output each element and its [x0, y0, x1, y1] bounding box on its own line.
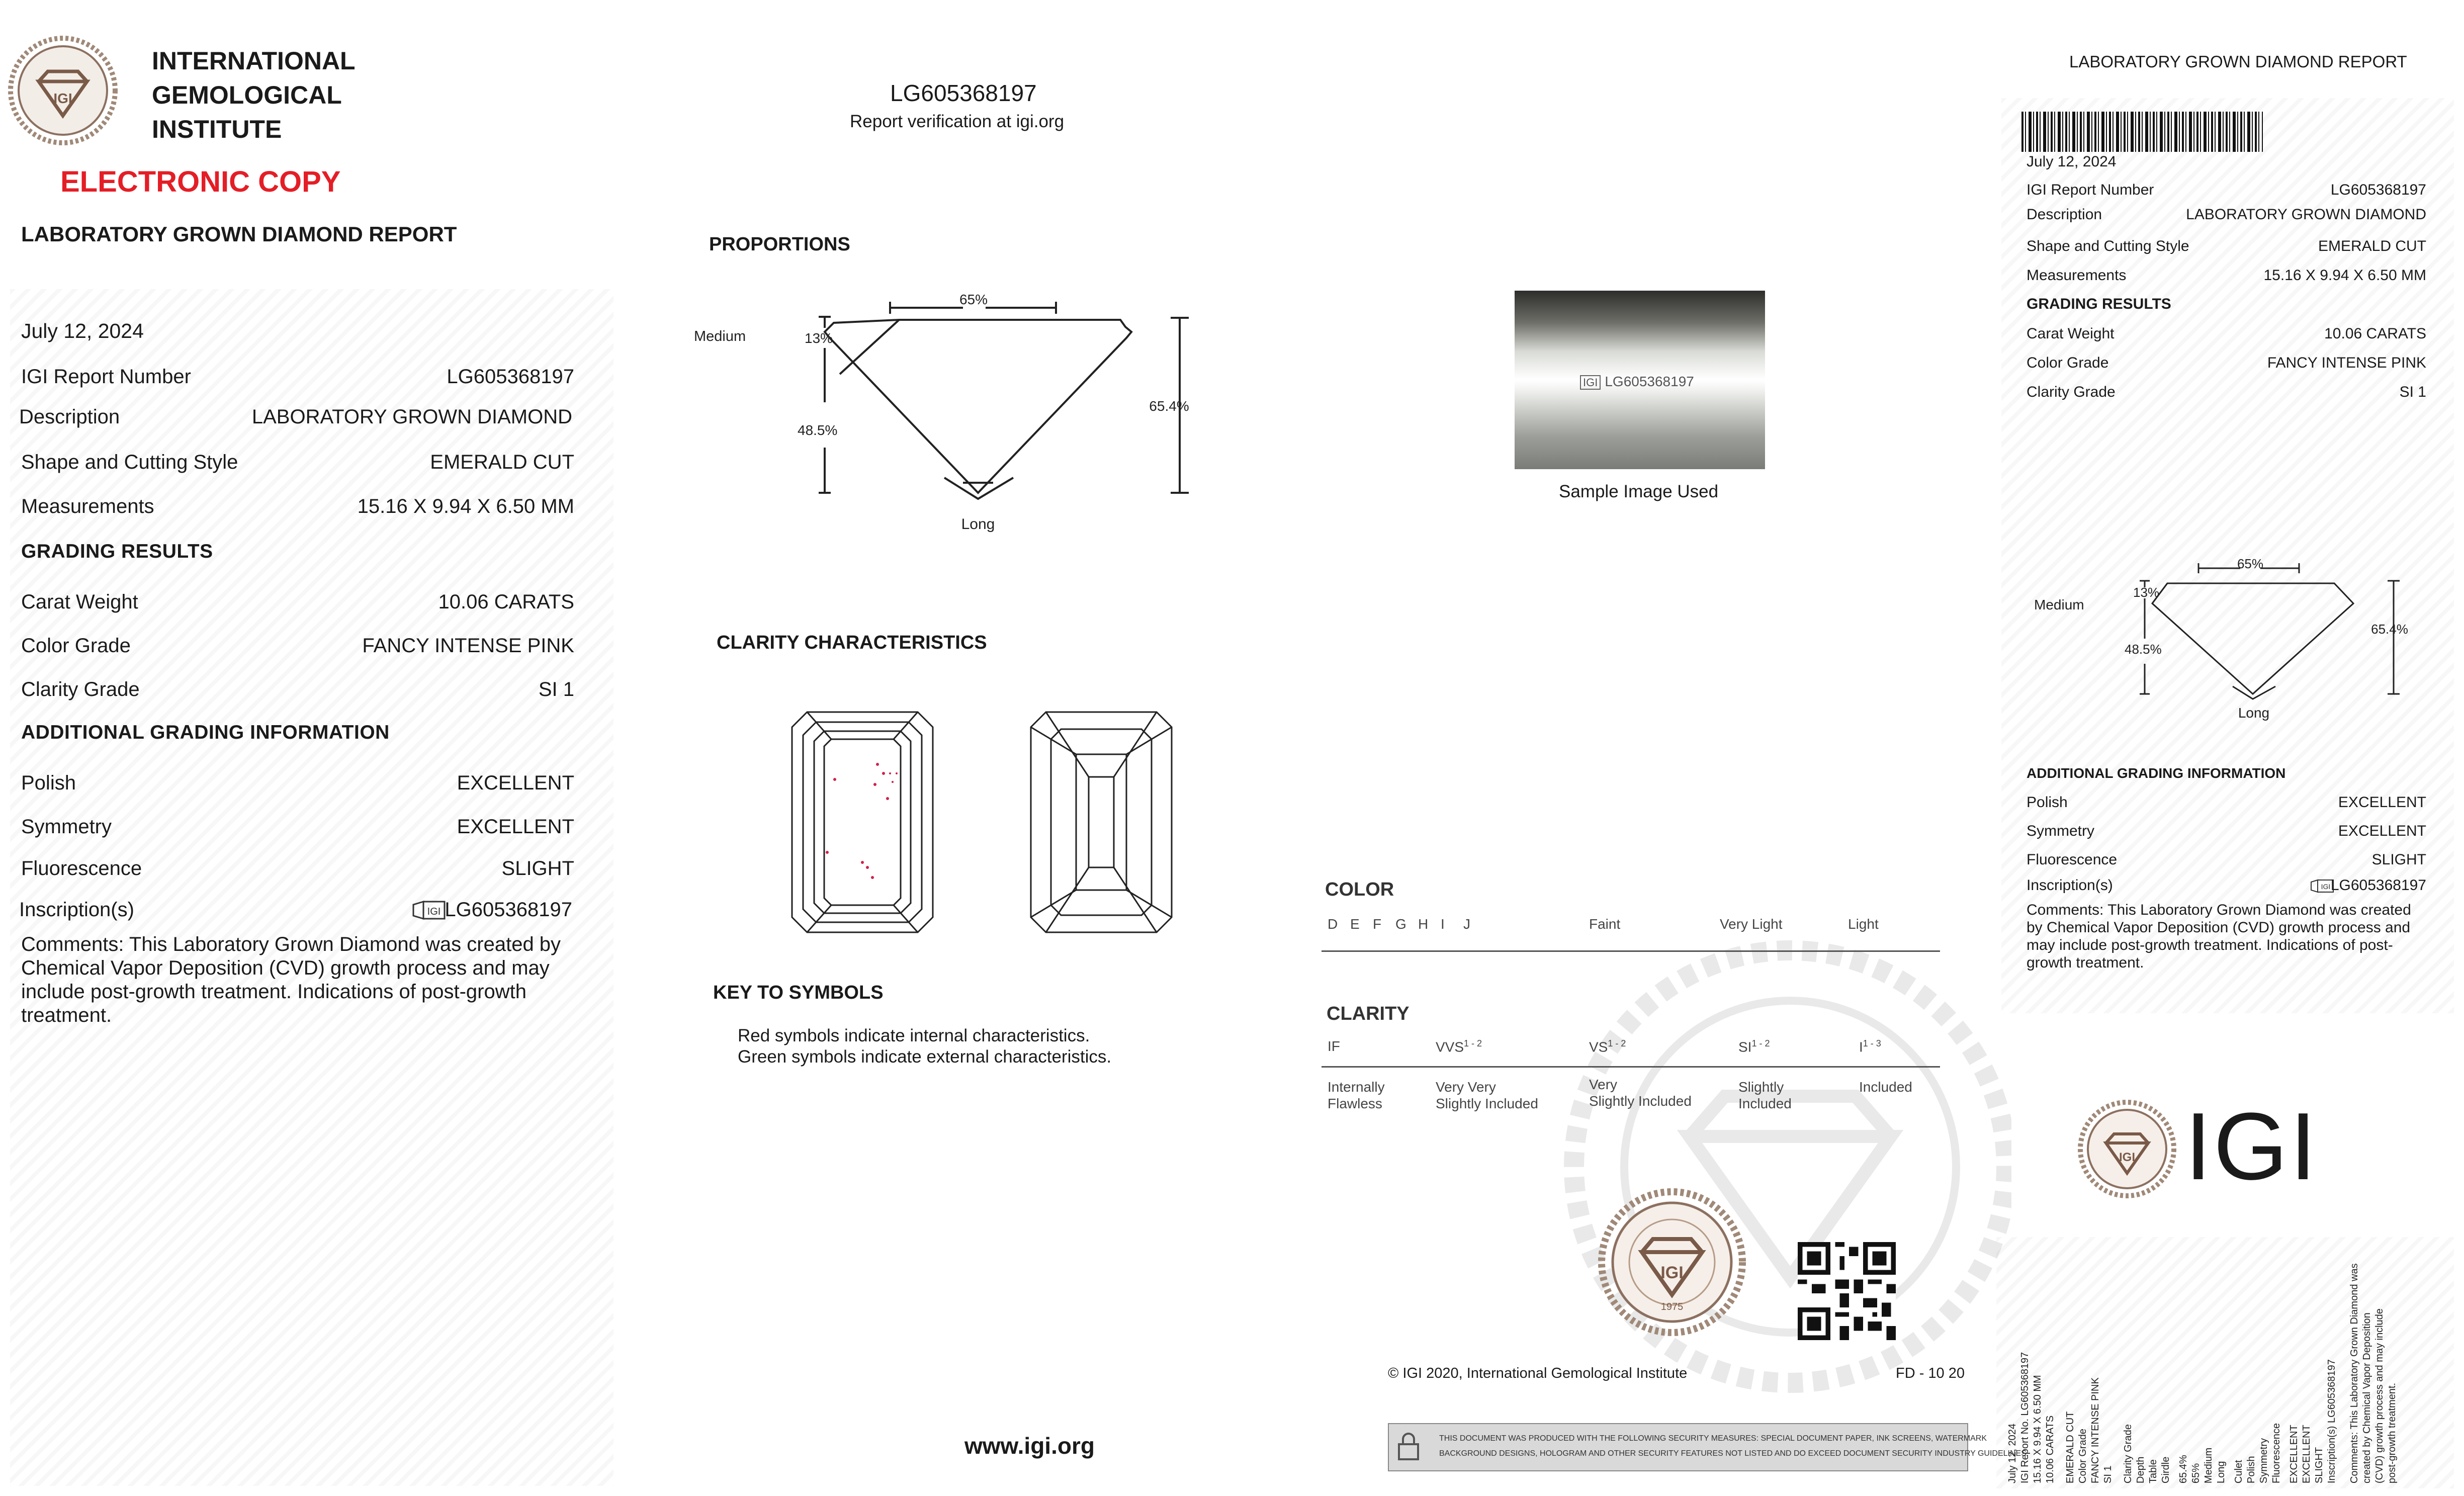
svg-text:IGI: IGI: [427, 906, 441, 917]
svg-text:IGI: IGI: [1660, 1263, 1684, 1282]
security-notice-line2: BACKGROUND DESIGNS, HOLOGRAM AND OTHER SECURITY FEATURES NOT LISTED AND DO EXCEED DOCUMENT SECURITY INDUSTRY GUIDELINES.: [1439, 1449, 2029, 1458]
svg-text:IGI: IGI: [2119, 1151, 2136, 1164]
electronic-copy-label: ELECTRONIC COPY: [60, 165, 341, 198]
left-row-symmetry: Symmetry EXCELLENT: [21, 816, 574, 838]
report-stub-rotated: [2006, 1242, 2449, 1488]
prop-table-label: 65%: [959, 292, 988, 307]
stub-col7: Comments: This Laboratory Grown Diamond was created by Chemical Vapor Deposition (CVD) growth process and may include post-growth treatment.: [2349, 1263, 2398, 1483]
left-date: July 12, 2024: [21, 319, 144, 342]
prop-crown-label: 13%: [805, 330, 833, 346]
left-row-report-number: IGI Report Number LG605368197: [21, 366, 574, 388]
sample-inscription-logo-icon: IGI: [1580, 375, 1601, 390]
right-report-title: LABORATORY GROWN DIAMOND REPORT: [2069, 52, 2407, 71]
color-scale-title: COLOR: [1325, 879, 1394, 900]
prop-pavilion-label: 48.5%: [798, 422, 838, 438]
clarity-code-i: $I^{1 - 3}$: [1859, 1038, 1881, 1055]
left-row-carat: Carat Weight 10.06 CARATS: [21, 591, 574, 613]
svg-text:IGI: IGI: [53, 91, 72, 106]
clarity-code-vs: VS$^{1 - 2}$: [1589, 1038, 1626, 1055]
right-prop-depth-label: 65.4%: [2371, 622, 2408, 637]
right-additional: [2027, 765, 2429, 977]
clarity-desc-vs: Very Slightly Included: [1589, 1077, 1692, 1109]
color-grade-j: J: [1463, 916, 1470, 932]
left-details: [21, 319, 579, 1043]
right-prop-crown-label: 13%: [2133, 585, 2160, 600]
clarity-plot-pavilion: [1026, 709, 1177, 935]
left-row-clarity: Clarity Grade SI 1: [21, 678, 574, 700]
additional-info-title: ADDITIONAL GRADING INFORMATION: [21, 722, 390, 743]
clarity-code-vvs: VVS$^{1 - 2}$: [1436, 1038, 1482, 1055]
prop-culet-label: Long: [961, 516, 995, 533]
clarity-desc-if: Internally Flawless: [1328, 1079, 1385, 1111]
color-grade-g: G: [1395, 916, 1406, 932]
sample-image: [1515, 291, 1765, 469]
right-grading-title: GRADING RESULTS: [2027, 296, 2171, 312]
stub-col3: Clarity Grade Depth Table Girdle: [2123, 1424, 2171, 1483]
clarity-desc-si: Slightly Included: [1738, 1079, 1792, 1111]
right-date: July 12, 2024: [2027, 153, 2117, 170]
sample-image-caption: Sample Image Used: [1559, 482, 1719, 501]
org-name-line2: GEMOLOGICAL: [152, 81, 342, 109]
grading-results-title: GRADING RESULTS: [21, 541, 213, 562]
right-row-report-number: IGI Report Number LG605368197: [2027, 182, 2426, 198]
left-row-shape: Shape and Cutting Style EMERALD CUT: [21, 451, 574, 473]
left-row-polish: Polish EXCELLENT: [21, 772, 574, 794]
right-row-description: Description LABORATORY GROWN DIAMOND: [2027, 206, 2426, 223]
color-scale: [1328, 916, 1941, 951]
prop-depth-label: 65.4%: [1149, 398, 1189, 414]
right-prop-table-label: 65%: [2237, 556, 2264, 571]
right-row-measurements: Measurements 15.16 X 9.94 X 6.50 MM: [2027, 267, 2426, 284]
form-code: FD - 10 20: [1896, 1365, 1965, 1381]
left-row-description: Description LABORATORY GROWN DIAMOND: [19, 406, 572, 428]
sample-image-inscription: IGI LG605368197: [1580, 374, 1694, 390]
right-igi-seal: [2077, 1099, 2177, 1199]
key-to-symbols-title: KEY TO SYMBOLS: [713, 982, 884, 1003]
igi-brand-wordmark: IGI: [2185, 1093, 2319, 1200]
right-prop-pavilion-label: 48.5%: [2125, 642, 2162, 657]
right-row-clarity: Clarity Grade SI 1: [2027, 384, 2426, 400]
right-row-shape: Shape and Cutting Style EMERALD CUT: [2027, 238, 2426, 254]
barcode: [2021, 112, 2263, 152]
svg-text:IGI: IGI: [2321, 883, 2331, 891]
security-notice-box: [1388, 1423, 2029, 1471]
right-row-color: Color Grade FANCY INTENSE PINK: [2027, 355, 2426, 371]
report-number-header: LG605368197: [890, 80, 1037, 106]
org-name-line3: INSTITUTE: [152, 115, 282, 143]
website-label: www.igi.org: [964, 1433, 1095, 1459]
clarity-desc-i: Included: [1859, 1079, 1912, 1095]
left-row-measurements: Measurements 15.16 X 9.94 X 6.50 MM: [21, 495, 574, 517]
left-row-color: Color Grade FANCY INTENSE PINK: [21, 635, 574, 657]
color-grade-h: H: [1418, 916, 1429, 932]
right-row-polish: Polish EXCELLENT: [2027, 794, 2426, 811]
key-line-green: Green symbols indicate external characteristics.: [738, 1047, 1112, 1067]
color-grade-d: D: [1328, 916, 1338, 932]
color-grade-light: Light: [1848, 916, 1879, 932]
left-row-fluorescence: Fluorescence SLIGHT: [21, 857, 574, 879]
right-prop-culet-label: Long: [2238, 705, 2270, 721]
prop-girdle-label: Medium: [694, 328, 746, 344]
copyright-text: © IGI 2020, International Gemological Institute: [1388, 1365, 1688, 1381]
clarity-plot-crown: [787, 709, 938, 935]
stub-col6: EXCELLENT EXCELLENT SLIGHT Inscription(s) LG605368197: [2289, 1359, 2337, 1483]
color-grade-i: I: [1441, 916, 1445, 932]
clarity-code-si: SI$^{1 - 2}$: [1738, 1038, 1770, 1055]
seal-watermark: [1559, 885, 2011, 1478]
clarity-characteristics-title: CLARITY CHARACTERISTICS: [717, 632, 987, 653]
inscription-logo-icon: [411, 900, 447, 921]
right-prop-girdle-label: Medium: [2034, 597, 2084, 612]
left-comments: Comments: This Laboratory Grown Diamond was created by Chemical Vapor Deposition (CVD) growth process and may include post-growth treatment. Indications of post-growth treatment.: [21, 933, 561, 1026]
key-line-red: Red symbols indicate internal characteristics.: [738, 1026, 1090, 1045]
clarity-scale-title: CLARITY: [1327, 1003, 1410, 1024]
right-additional-title: ADDITIONAL GRADING INFORMATION: [2027, 765, 2286, 781]
org-name-line1: INTERNATIONAL: [152, 47, 356, 75]
color-grade-very-light: Very Light: [1720, 916, 1783, 932]
right-row-carat: Carat Weight 10.06 CARATS: [2027, 325, 2426, 342]
left-row-inscription: Inscription(s) IGI LG605368197: [19, 899, 572, 921]
igi-seal-large: [1597, 1187, 1747, 1338]
color-grade-e: E: [1350, 916, 1360, 932]
clarity-code-if: IF: [1328, 1038, 1340, 1054]
security-notice-line1: THIS DOCUMENT WAS PRODUCED WITH THE FOLLOWING SECURITY MEASURES: SPECIAL DOCUMENT PAPER, INK SCREENS, WATERMARK: [1439, 1434, 1987, 1443]
qr-code: [1798, 1242, 1896, 1340]
igi-seal-logo: [8, 35, 118, 146]
clarity-scale: [1328, 1033, 1941, 1119]
color-scale-rule: [1322, 950, 1940, 952]
stub-col5: Culet Polish Symmetry Fluorescence: [2233, 1423, 2282, 1483]
right-row-fluorescence: Fluorescence SLIGHT: [2027, 851, 2426, 868]
color-grade-f: F: [1373, 916, 1382, 932]
color-grade-faint: Faint: [1589, 916, 1621, 932]
right-proportions-diagram: [2021, 553, 2419, 734]
report-stub: [2006, 1242, 2449, 1488]
stub-col4: 65.4% 65% Medium Long: [2178, 1447, 2227, 1483]
right-row-inscription: Inscription(s) IGI LG605368197: [2027, 877, 2426, 894]
stub-col1: July 12, 2024 IGI Report No. LG605368197 15.16 X 9.94 X 6.50 MM 10.06 CARATS: [2007, 1352, 2056, 1483]
proportions-title: PROPORTIONS: [709, 234, 850, 255]
right-comments: Comments: This Laboratory Grown Diamond was created by Chemical Vapor Deposition (CVD) growth process and may include post-growth treatment. Indications of post-growth treatment.: [2027, 902, 2411, 971]
clarity-scale-rule: [1322, 1066, 1940, 1068]
lock-icon: [1396, 1432, 1421, 1461]
svg-text:1975: 1975: [1660, 1301, 1684, 1312]
clarity-desc-vvs: Very Very Slightly Included: [1436, 1079, 1538, 1111]
stub-col2: EMERALD CUT Color Grade FANCY INTENSE PINK SI 1: [2065, 1377, 2114, 1483]
right-row-symmetry: Symmetry EXCELLENT: [2027, 823, 2426, 839]
report-verification: Report verification at igi.org: [850, 112, 1065, 131]
report-title: LABORATORY GROWN DIAMOND REPORT: [21, 222, 457, 246]
proportions-diagram: [689, 282, 1232, 543]
